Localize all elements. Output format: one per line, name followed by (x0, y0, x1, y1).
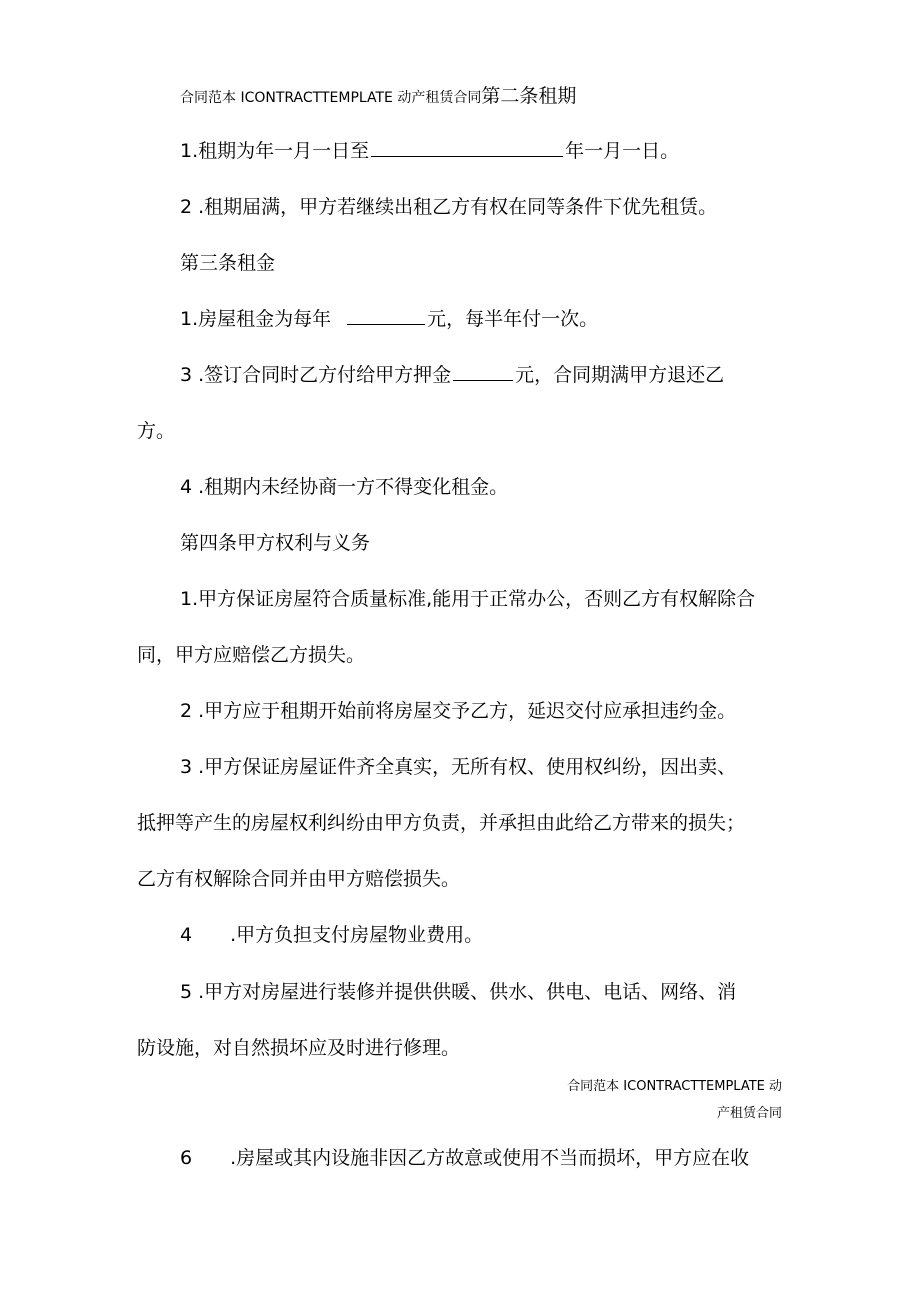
paragraph-rent-4: 4 .租期内未经协商一方不得变化租金。 (180, 476, 509, 498)
running-footer-line-2: 产租赁合同 (716, 1106, 782, 1121)
lessor-4-number: 4 (180, 924, 193, 946)
paragraph-lessor-2: 2 .甲方应于租期开始前将房屋交予乙方，延迟交付应承担违约金。 (180, 700, 737, 722)
lessor-4-text: .甲方负担支付房屋物业费用。 (230, 924, 484, 946)
paragraph-rent-3 (180, 360, 724, 390)
paragraph-lessor-5-cont: 防设施，对自然损坏应及时进行修理。 (137, 1037, 461, 1059)
lessor-6-text: .房屋或其内设施非因乙方故意或使用不当而损坏，甲方应在收 (230, 1147, 750, 1169)
running-footer-line-1: 合同范本 ICONTRACTTEMPLATE 动 (567, 1079, 782, 1094)
paragraph-rent-3-cont: 方。 (137, 420, 176, 442)
header-small-text: 合同范本 ICONTRACTTEMPLATE 动产租赁合同 (180, 90, 482, 106)
term-1-text-b: 年一月一日。 (565, 140, 680, 162)
paragraph-lessor-3: 3 .甲方保证房屋证件齐全真实，无所有权、使用权纠纷，因出卖、 (180, 756, 737, 778)
paragraph-lessor-3-cont-1: 抵押等产生的房屋权利纠纷由甲方负责，并承担由此给乙方带来的损失； (137, 812, 746, 834)
blank-end-date (371, 136, 563, 157)
article-3-title: 第三条租金 (180, 252, 276, 274)
rent-1-text-b: 元，每半年付一次。 (427, 308, 599, 330)
blank-deposit (453, 360, 513, 381)
paragraph-lessor-1-cont: 同，甲方应赔偿乙方损失。 (137, 644, 366, 666)
paragraph-lessor-1: 1.甲方保证房屋符合质量标准,能用于正常办公，否则乙方有权解除合 (180, 588, 756, 610)
rent-3-text-a: 3 .签订合同时乙方付给甲方押金 (180, 364, 452, 386)
page-header (180, 82, 800, 112)
article-4-title: 第四条甲方权利与义务 (180, 532, 371, 554)
blank-annual-rent (347, 304, 425, 325)
paragraph-lessor-5: 5 .甲方对房屋进行装修并提供供暖、供水、供电、电话、网络、消 (180, 981, 737, 1003)
rent-3-text-b: 元，合同期满甲方退还乙 (515, 364, 725, 386)
paragraph-lessor-4 (180, 920, 483, 950)
paragraph-term-2: 2 .租期届满，甲方若继续出租乙方有权在同等条件下优先租赁。 (180, 196, 718, 218)
lessor-6-number: 6 (180, 1147, 193, 1169)
paragraph-term-1 (180, 136, 679, 166)
header-article-title: 第二条租期 (481, 85, 577, 107)
term-1-text-a: 1.租期为年一月一日至 (180, 140, 370, 162)
paragraph-lessor-3-cont-2: 乙方有权解除合同并由甲方赔偿损失。 (137, 868, 461, 890)
paragraph-rent-1 (180, 304, 598, 334)
rent-1-text-a: 1.房屋租金为每年 (180, 308, 332, 330)
paragraph-lessor-6 (180, 1143, 749, 1173)
